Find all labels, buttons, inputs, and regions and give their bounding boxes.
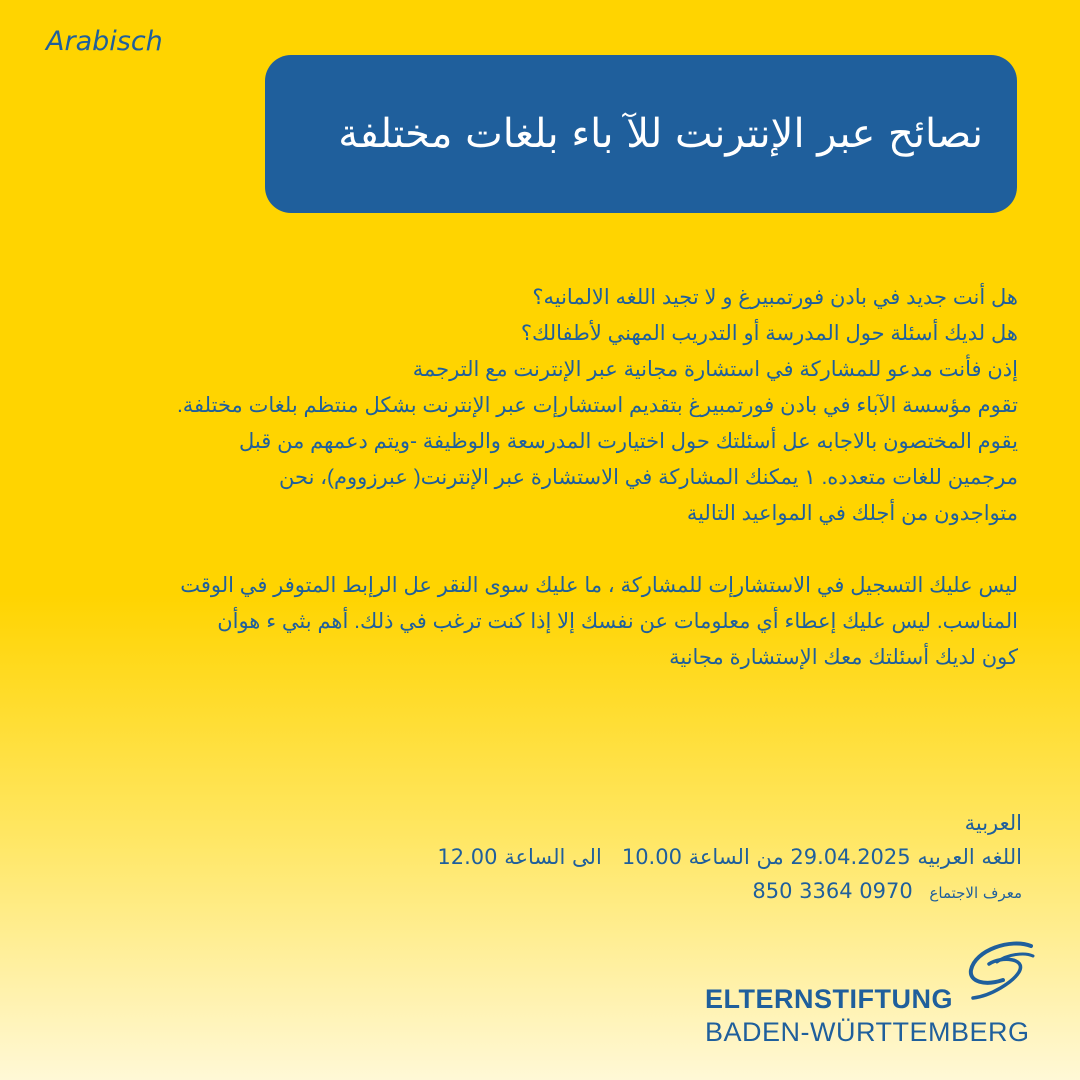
body-line: هل لديك أسئلة حول المدرسة أو التدريب المهني لأطفالك؟ (520, 322, 1018, 345)
body-line: تقوم مؤسسة الآباء في بادن فورتمبيرغ بتقديم استشارإت عبر الإنترنت بشكل منتظم بلغات مختلفة. (176, 394, 1018, 417)
paragraph-gap (60, 532, 1018, 568)
schedule-meeting (300, 874, 1022, 910)
language-tag: Arabisch (46, 26, 163, 57)
body-line: هل أنت جديد في بادن فورتمبيرغ و لا تجيد اللغه الالمانيه؟ (532, 286, 1018, 309)
body-line: ليس عليك التسجيل في الاستشارإت للمشاركة ، ما عليك سوى النقر عل الرإبط المتوفر في الوقت (180, 574, 1018, 597)
body-line: مرجمين للغات متعدده. ١ يمكنك المشاركة في الاستشارة عبر الإنترنت( عبرزووم)، نحن (279, 466, 1018, 489)
elternstiftung-swoosh-icon (967, 940, 1037, 1002)
title-banner (265, 55, 1017, 213)
meeting-id-label: معرف الاجتماع (929, 884, 1022, 902)
meeting-id: 850 3364 0970 (752, 879, 913, 903)
session-prefix: اللغه العربيه (917, 845, 1022, 869)
schedule-block (300, 806, 1022, 910)
body-line: إذن فأنت مدعو للمشاركة في استشارة مجانية عبر الإنترنت مع الترجمة (412, 358, 1018, 381)
elternstiftung-logo (705, 940, 1035, 1050)
page-title: نصائح عبر الإنترنت للآ باء بلغات مختلفة (338, 111, 983, 157)
logo-line-2: BADEN-WÜRTTEMBERG (705, 1017, 1030, 1047)
session-date: 29.04.2025 (790, 845, 911, 869)
schedule-language: العربية (964, 811, 1022, 835)
body-line: كون لديك أسئلتك معك الإستشارة مجانية (669, 646, 1018, 669)
body-text (60, 280, 1018, 676)
from-time: 10.00 (621, 845, 682, 869)
to-label: الى الساعة (504, 845, 602, 869)
body-line: متواجدون من أجلك في المواعيد التالية (686, 502, 1018, 525)
from-label: من الساعة (688, 845, 784, 869)
to-time: 12.00 (437, 845, 498, 869)
body-line: المناسب. ليس عليك إعطاء أي معلومات عن نفسك إلا إذا كنت ترغب في ذلك. أهم بثي ء هوأن (217, 610, 1018, 633)
schedule-session (300, 840, 1022, 874)
logo-line-1: ELTERNSTIFTUNG (705, 984, 953, 1014)
body-line: يقوم المختصون بالاجابه عل أسئلتك حول اختيارت المدرسعة والوظيفة -ويتم دعمهم من قبل (238, 430, 1018, 453)
